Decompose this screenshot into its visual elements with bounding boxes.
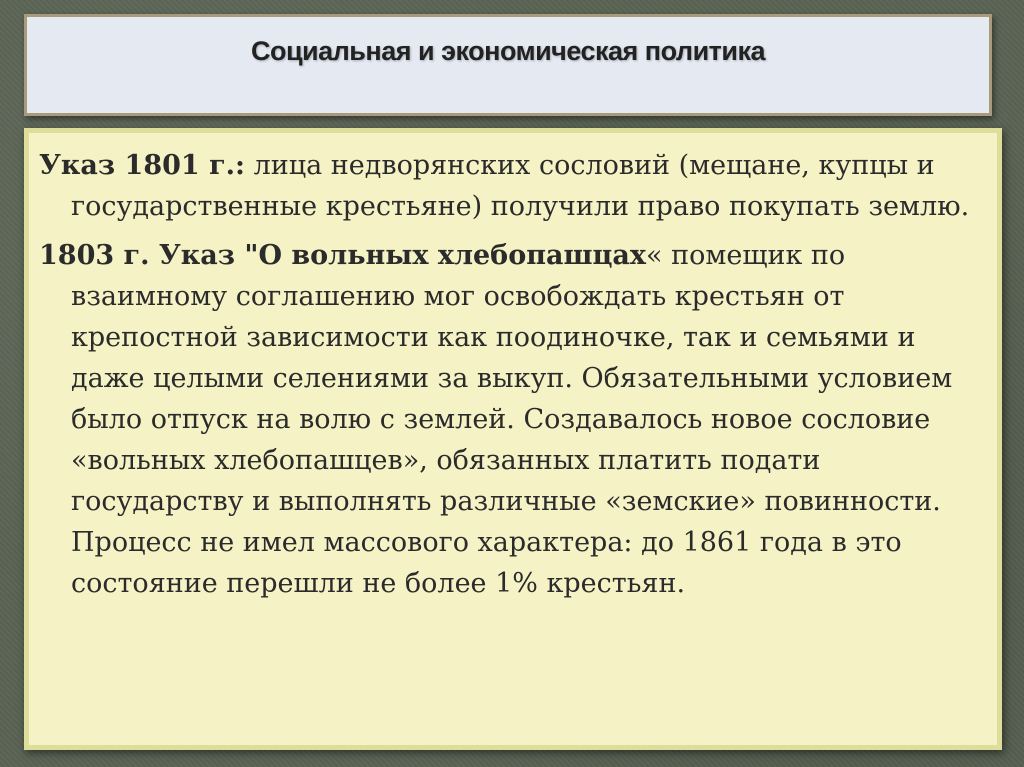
content-panel [24,128,1002,750]
slide-title: Социальная и экономическая политика [250,35,766,66]
paragraph-decree-1801 [39,145,979,227]
decree-1803-heading: 1803 г. Указ "О вольных хлебопашцах [39,240,647,271]
decree-1801-text: лица недворянских сословий (мещане, купцы и государственные крестьяне) получили право покупать землю. [71,150,970,222]
title-panel [24,14,992,116]
decree-1803-text: « помещик по взаимному соглашению мог освобождать крестьян от крепостной зависимости как поодиночке, так и семьями и даже целыми селениями за выкуп. Обязательными условием было отпуск на волю с землей. Создавалось новое сословие «вольных хлебопашцев», обязанных платить подати государству и выполнять различные «земские» повинности. Процесс не имел массового характера: до 1861 года в это состояние перешли не более 1% крестьян. [71,240,953,599]
decree-1801-heading: Указ 1801 г.: [39,150,245,181]
paragraph-decree-1803 [39,235,979,604]
